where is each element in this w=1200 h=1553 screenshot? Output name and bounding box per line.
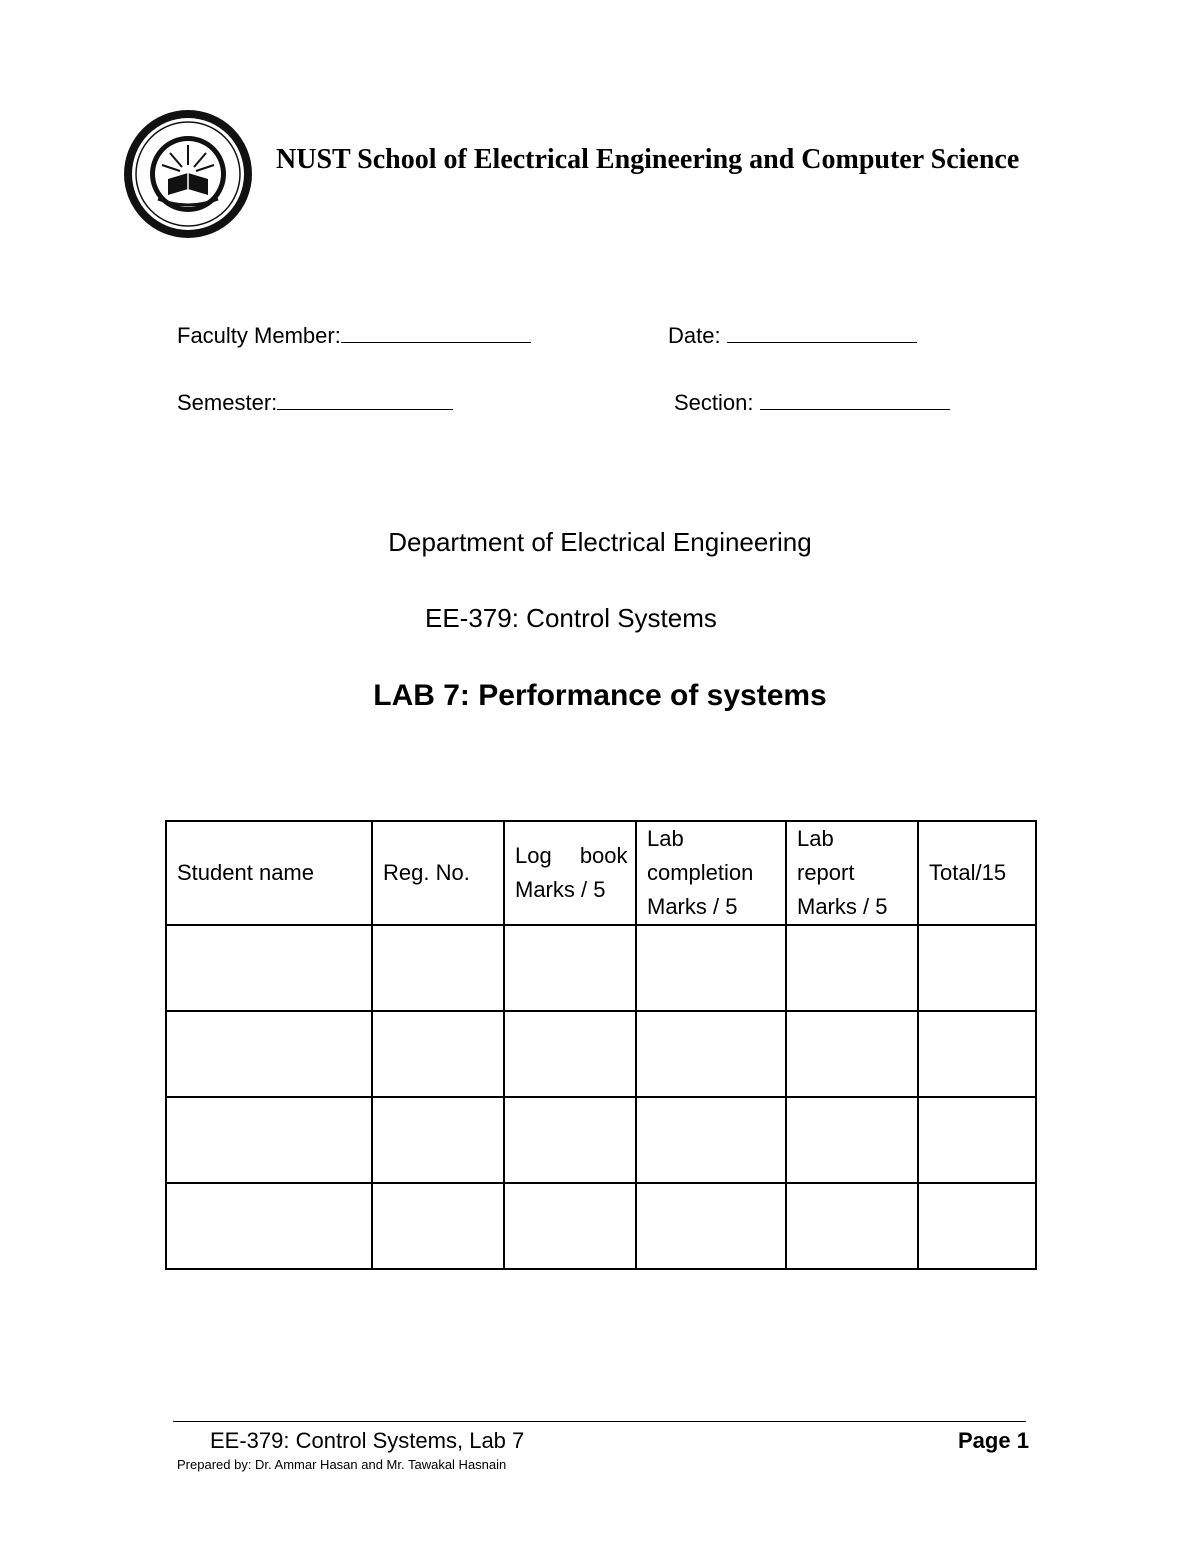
cell-log-book[interactable]	[504, 1183, 636, 1269]
cell-log-book[interactable]	[504, 1097, 636, 1183]
university-seal-logo	[122, 107, 254, 241]
date-blank[interactable]	[727, 322, 917, 343]
cell-student-name[interactable]	[166, 1097, 372, 1183]
header-student-name: Student name	[166, 821, 372, 925]
section-label: Section:	[674, 390, 754, 415]
header-log-book: Log book Marks / 5	[504, 821, 636, 925]
footer-prepared-by: Prepared by: Dr. Ammar Hasan and Mr. Tawakal Hasnain	[177, 1457, 507, 1472]
date-label: Date:	[668, 323, 721, 348]
footer-divider	[173, 1421, 1026, 1422]
marks-table	[165, 820, 1037, 1270]
cell-reg-no[interactable]	[372, 1011, 504, 1097]
school-name-heading: NUST School of Electrical Engineering and Computer Science	[276, 144, 1020, 175]
cell-total[interactable]	[918, 1183, 1036, 1269]
semester-blank[interactable]	[277, 389, 453, 410]
faculty-member-blank[interactable]	[341, 322, 531, 343]
cell-total[interactable]	[918, 1097, 1036, 1183]
header-reg-no: Reg. No.	[372, 821, 504, 925]
cell-total[interactable]	[918, 925, 1036, 1011]
lab-title: LAB 7: Performance of systems	[373, 679, 827, 712]
cell-reg-no[interactable]	[372, 925, 504, 1011]
table-row	[166, 1097, 1036, 1183]
department-title: Department of Electrical Engineering	[388, 527, 812, 557]
cell-student-name[interactable]	[166, 925, 372, 1011]
table-row	[166, 1183, 1036, 1269]
cell-reg-no[interactable]	[372, 1097, 504, 1183]
cell-lab-report[interactable]	[786, 1183, 918, 1269]
section-field	[674, 389, 950, 416]
section-blank[interactable]	[760, 389, 950, 410]
faculty-member-field	[177, 322, 531, 349]
cell-lab-report[interactable]	[786, 1011, 918, 1097]
cell-lab-completion[interactable]	[636, 1183, 786, 1269]
header-total: Total/15	[918, 821, 1036, 925]
header-lab-report: Lab report Marks / 5	[786, 821, 918, 925]
cell-total[interactable]	[918, 1011, 1036, 1097]
cell-lab-report[interactable]	[786, 1097, 918, 1183]
course-title: EE-379: Control Systems	[425, 603, 717, 633]
header-lab-completion: Lab completion Marks / 5	[636, 821, 786, 925]
cell-lab-report[interactable]	[786, 925, 918, 1011]
table-row	[166, 925, 1036, 1011]
table-header-row	[166, 821, 1036, 925]
cell-student-name[interactable]	[166, 1011, 372, 1097]
footer-page-number: Page 1	[958, 1428, 1029, 1453]
semester-label: Semester:	[177, 390, 278, 415]
cell-reg-no[interactable]	[372, 1183, 504, 1269]
cell-log-book[interactable]	[504, 925, 636, 1011]
semester-field	[177, 389, 453, 416]
table-row	[166, 1011, 1036, 1097]
faculty-member-label: Faculty Member:	[177, 323, 341, 348]
cell-lab-completion[interactable]	[636, 1011, 786, 1097]
cell-lab-completion[interactable]	[636, 925, 786, 1011]
date-field	[668, 322, 917, 349]
cell-log-book[interactable]	[504, 1011, 636, 1097]
footer-course-lab: EE-379: Control Systems, Lab 7	[210, 1428, 525, 1453]
cell-student-name[interactable]	[166, 1183, 372, 1269]
cell-lab-completion[interactable]	[636, 1097, 786, 1183]
